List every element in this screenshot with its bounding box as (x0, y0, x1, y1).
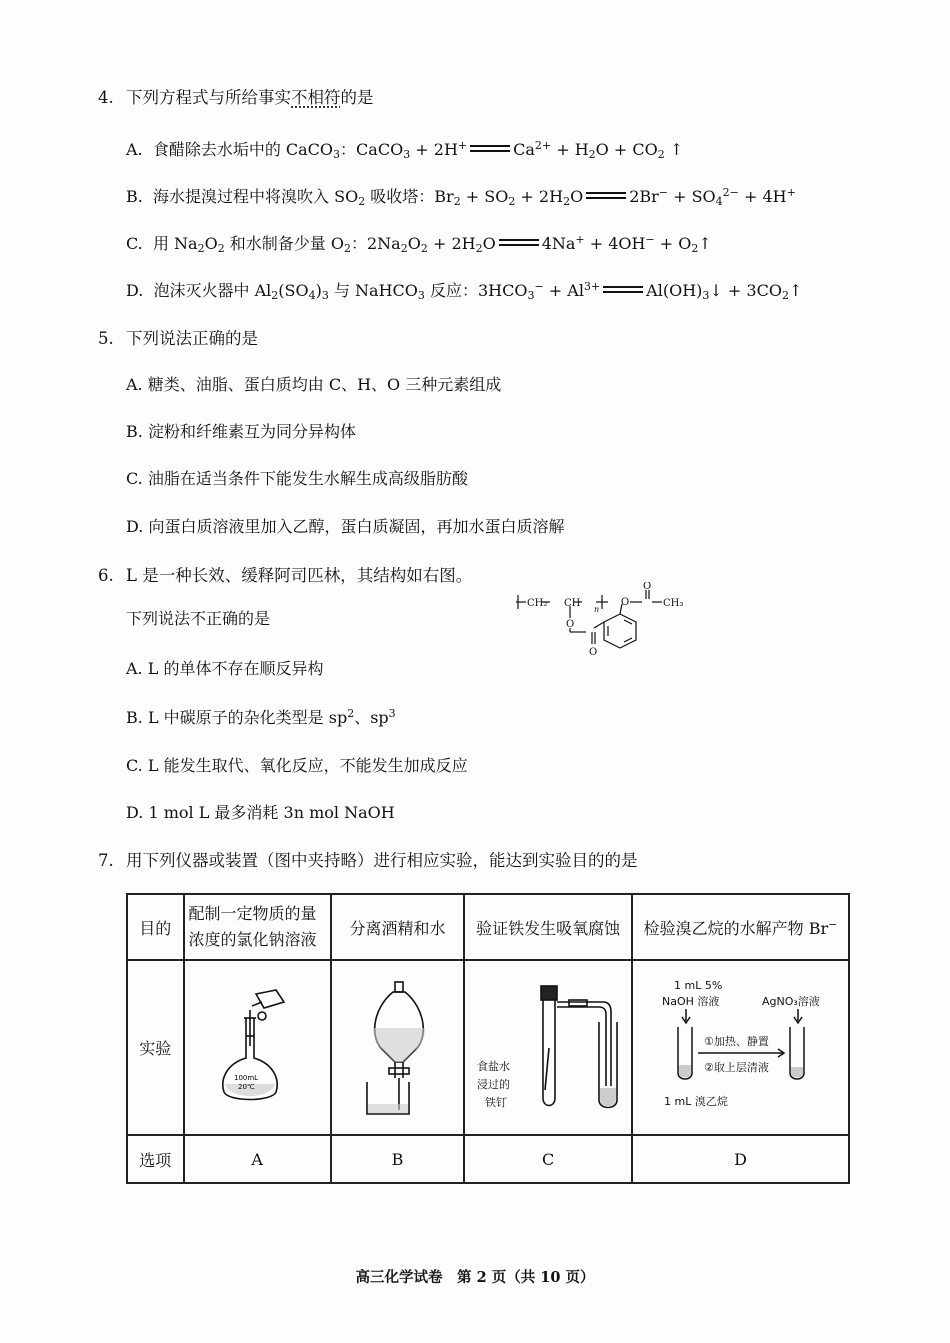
q5-option-c: C. 油脂在适当条件下能发生水解生成高级脂肪酸 (126, 469, 468, 488)
header-purpose: 目的 (127, 894, 184, 960)
apparatus-b (331, 960, 464, 1135)
flask-label-temp: 20℃ (238, 1082, 255, 1091)
purpose-b: 分离酒精和水 (331, 894, 464, 960)
q7-stem: 7. 用下列仪器或装置（图中夹持略）进行相应实验，能达到实验目的的是 (98, 851, 638, 870)
purpose-a: 配制一定物质的量浓度的氯化钠溶液 (184, 894, 331, 960)
q4-stem: 4. 下列方程式与所给事实不相符的是 (98, 88, 374, 107)
volumetric-flask-icon (212, 988, 302, 1108)
page-footer: 高三化学试卷 第 2 页（共 10 页） (355, 1269, 595, 1286)
struct-o1: O (566, 619, 575, 630)
experiment-row (127, 960, 849, 1135)
q6-option-d: D. 1 mol L 最多消耗 3n mol NaOH (126, 803, 395, 822)
option-row (127, 1135, 849, 1183)
c-label-line2: 浸过的 (477, 1077, 511, 1091)
q4-option-d: D. 泡沫灭火器中 $Al_2(SO_4)_3$ 与 NaHCO$_3$ 反应：$3HCO_3^- + Al^{3+}$ $Al(OH)_3↓$ + $3CO_2↑$ (126, 280, 803, 302)
struct-o3: O (621, 597, 630, 608)
option-d: D (632, 1135, 849, 1183)
d-agno3-label: AgNO₃溶液 (761, 994, 820, 1008)
apparatus-d (632, 960, 849, 1135)
iron-nail-corrosion-icon (473, 978, 623, 1118)
apparatus-a (184, 960, 331, 1135)
struct-o2: O (589, 647, 598, 658)
struct-ch2: CH₂ (527, 598, 548, 609)
q5-stem: 5. 下列说法正确的是 (98, 329, 258, 348)
c-label-line3: 铁钉 (485, 1095, 508, 1109)
experiment-table (126, 893, 850, 1184)
struct-n: n (594, 605, 600, 614)
q4-option-c: C. 用 $Na_2O_2$ 和水制备少量 $O_2$：$2Na_2O_2 + 2H_2O$ $4Na^+ + 4OH^- + O_2↑$ (126, 233, 712, 255)
d-step1: ①加热、静置 (703, 1034, 769, 1048)
q6-option-b: B. L 中碳原子的杂化类型是 $sp^2$、$sp^3$ (126, 707, 396, 727)
header-experiment: 实验 (127, 960, 184, 1135)
struct-ch: CH (564, 598, 581, 609)
d-naoh-volume: 1 mL 5% (673, 978, 722, 992)
option-c: C (464, 1135, 632, 1183)
bromoethane-hydrolysis-icon (636, 973, 846, 1123)
q4-option-b: B. 海水提溴过程中将溴吹入 $SO_2$ 吸收塔：$Br_2 + SO_2 + 2H_2O$ $2Br^- + SO_4^{2-} + 4H^+$ (126, 186, 796, 208)
q6-stem2: 下列说法不正确的是 (126, 609, 271, 628)
q5-option-a: A. 糖类、油脂、蛋白质均由 C、H、O 三种元素组成 (126, 375, 502, 394)
q5-option-b: B. 淀粉和纤维素互为同分异构体 (126, 422, 356, 441)
purpose-c: 验证铁发生吸氧腐蚀 (464, 894, 632, 960)
q4-option-a: A. 食醋除去水垢中的 CaCO$_3$：CaCO$_3$ + 2H+ $Ca^{2+} + H_2O + CO_2$ ↑ (126, 139, 684, 161)
separatory-funnel-icon (353, 978, 443, 1118)
purpose-d: 检验溴乙烷的水解产物 Br− (632, 894, 849, 960)
header-option: 选项 (127, 1135, 184, 1183)
option-a: A (184, 1135, 331, 1183)
c-label-line1: 食盐水 (477, 1059, 511, 1073)
d-bromoethane: 1 mL 溴乙烷 (663, 1094, 728, 1108)
struct-o4: O (643, 582, 652, 592)
q5-option-d: D. 向蛋白质溶液里加入乙醇，蛋白质凝固，再加水蛋白质溶解 (126, 517, 565, 536)
option-b: B (331, 1135, 464, 1183)
d-step2: ②取上层清液 (703, 1060, 769, 1074)
struct-ch3: CH₃ (663, 598, 684, 609)
aspirin-polymer-structure (512, 582, 702, 662)
purpose-row (127, 894, 849, 960)
q6-stem: 6. L 是一种长效、缓释阿司匹林，其结构如右图。 (98, 566, 473, 585)
apparatus-c (464, 960, 632, 1135)
q6-option-c: C. L 能发生取代、氧化反应，不能发生加成反应 (126, 756, 468, 775)
q6-option-a: A. L 的单体不存在顺反异构 (126, 659, 324, 678)
d-naoh-label: NaOH 溶液 (661, 994, 719, 1008)
flask-label-volume: 100mL (234, 1073, 259, 1082)
